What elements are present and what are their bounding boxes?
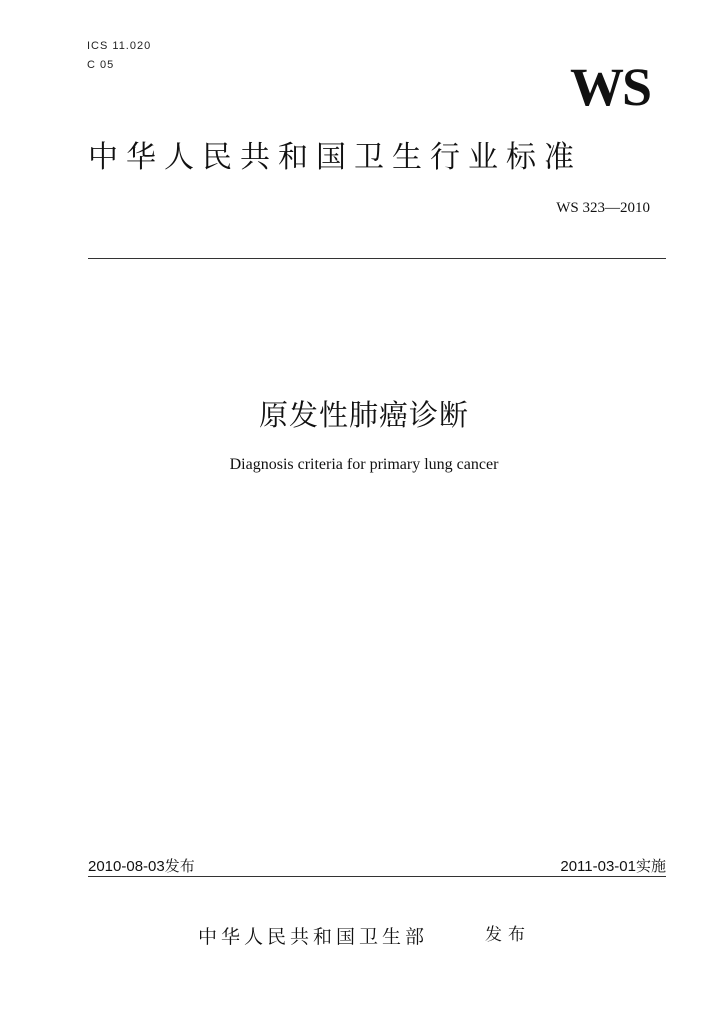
- standard-type-title: 中华人民共和国卫生行业标准: [88, 140, 582, 175]
- standard-code: WS 323—2010: [556, 200, 650, 216]
- ics-code: ICS 11.020: [87, 40, 152, 52]
- issue-label: 发布: [485, 925, 531, 945]
- document-subtitle: Diagnosis criteria for primary lung cancer: [229, 456, 499, 473]
- issuing-authority: 中华人民共和国卫生部: [198, 926, 429, 948]
- ccs-code: C 05: [87, 59, 115, 71]
- publish-date: 2010-08-03发布: [88, 858, 195, 875]
- ws-logo: WS: [569, 57, 650, 117]
- implement-date: 2011-03-01实施: [560, 858, 666, 875]
- top-divider: [88, 258, 666, 259]
- bottom-divider: [88, 876, 666, 877]
- document-title: 原发性肺癌诊断: [258, 398, 469, 432]
